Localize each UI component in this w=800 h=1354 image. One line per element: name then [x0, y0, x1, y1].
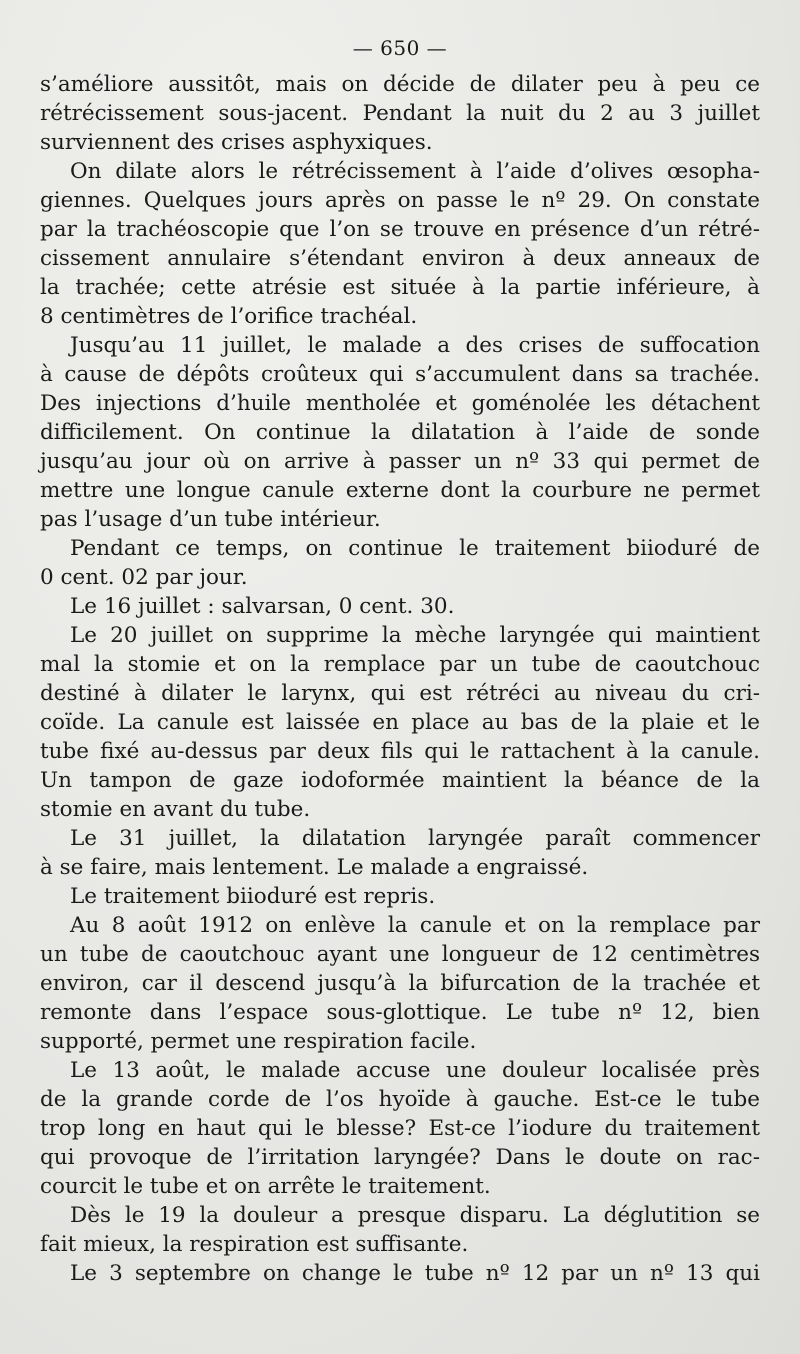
text-line: Le 31 juillet, la dilatation laryngée paraît commencer: [70, 826, 760, 851]
paragraph: [40, 1201, 760, 1259]
text-line: cissement annulaire s’étendant environ à deux anneaux de: [40, 246, 760, 271]
text-line: fait mieux, la respiration est suffisante.: [40, 1232, 469, 1257]
paragraph: [40, 534, 760, 592]
text-line: coïde. La canule est laissée en place au bas de la plaie et le: [40, 710, 760, 735]
text-line: On dilate alors le rétrécissement à l’aide d’olives œsopha-: [70, 159, 760, 184]
text-line: Au 8 août 1912 on enlève la canule et on la remplace par: [70, 913, 760, 938]
text-line: pas l’usage d’un tube intérieur.: [40, 507, 381, 532]
text-line: tube fixé au-dessus par deux fils qui le rattachent à la canule.: [40, 739, 760, 764]
text-line: giennes. Quelques jours après on passe le nº 29. On constate: [40, 188, 760, 213]
paragraph: [40, 592, 760, 621]
text-line: mal la stomie et on la remplace par un tube de caoutchouc: [40, 652, 760, 677]
text-line: jusqu’au jour où on arrive à passer un nº 33 qui permet de: [40, 449, 760, 474]
text-line: un tube de caoutchouc ayant une longueur de 12 centimètres: [40, 942, 760, 967]
text-line: qui provoque de l’irritation laryngée? Dans le doute on rac-: [40, 1145, 760, 1170]
text-line: s’améliore aussitôt, mais on décide de dilater peu à peu ce: [40, 72, 760, 97]
text-line: 0 cent. 02 par jour.: [40, 565, 248, 590]
text-line: Le 3 septembre on change le tube nº 12 par un nº 13 qui: [70, 1261, 760, 1286]
page-number: — 650 —: [352, 36, 448, 60]
text-line: Dès le 19 la douleur a presque disparu. La déglutition se: [70, 1203, 760, 1228]
text-line: rétrécissement sous-jacent. Pendant la nuit du 2 au 3 juillet: [40, 101, 760, 126]
text-line: Le 20 juillet on supprime la mèche laryngée qui maintient: [70, 623, 760, 648]
text-line: difficilement. On continue la dilatation à l’aide de sonde: [40, 420, 760, 445]
paragraph: [40, 824, 760, 882]
text-line: supporté, permet une respiration facile.: [40, 1029, 477, 1054]
text-line: trop long en haut qui le blesse? Est-ce l’iodure du traitement: [40, 1116, 760, 1141]
text-line: mettre une longue canule externe dont la courbure ne permet: [40, 478, 760, 503]
paragraph: [40, 157, 760, 331]
text-line: à se faire, mais lentement. Le malade a engraissé.: [40, 855, 589, 880]
text-line: destiné à dilater le larynx, qui est rétréci au niveau du cri-: [40, 681, 760, 706]
text-line: par la trachéoscopie que l’on se trouve en présence d’un rétré-: [40, 217, 760, 242]
text-line: Des injections d’huile mentholée et goménolée les détachent: [40, 391, 760, 416]
paragraph: [40, 1259, 760, 1288]
text-line: Pendant ce temps, on continue le traitement biioduré de: [70, 536, 760, 561]
paragraph: [40, 911, 760, 1056]
text-line: 8 centimètres de l’orifice trachéal.: [40, 304, 418, 329]
text-line: à cause de dépôts croûteux qui s’accumulent dans sa trachée.: [40, 362, 760, 387]
paragraph: [40, 882, 760, 911]
text-line: surviennent des crises asphyxiques.: [40, 130, 433, 155]
text-line: la trachée; cette atrésie est située à la partie inférieure, à: [40, 275, 760, 300]
paragraph: [40, 331, 760, 534]
paragraph: [40, 621, 760, 824]
text-line: courcit le tube et on arrête le traitement.: [40, 1174, 491, 1199]
text-line: Un tampon de gaze iodoformée maintient la béance de la: [40, 768, 760, 793]
body-text: [40, 70, 760, 1288]
text-line: Le 16 juillet : salvarsan, 0 cent. 30.: [70, 594, 455, 619]
paragraph: [40, 70, 760, 157]
text-line: de la grande corde de l’os hyoïde à gauche. Est-ce le tube: [40, 1087, 760, 1112]
text-line: stomie en avant du tube.: [40, 797, 311, 822]
text-line: Le 13 août, le malade accuse une douleur localisée près: [70, 1058, 760, 1083]
paragraph: [40, 1056, 760, 1201]
text-line: Le traitement biioduré est repris.: [70, 884, 436, 909]
text-line: Jusqu’au 11 juillet, le malade a des crises de suffocation: [70, 333, 760, 358]
text-line: remonte dans l’espace sous-glottique. Le tube nº 12, bien: [40, 1000, 760, 1025]
text-line: environ, car il descend jusqu’à la bifurcation de la trachée et: [40, 971, 760, 996]
